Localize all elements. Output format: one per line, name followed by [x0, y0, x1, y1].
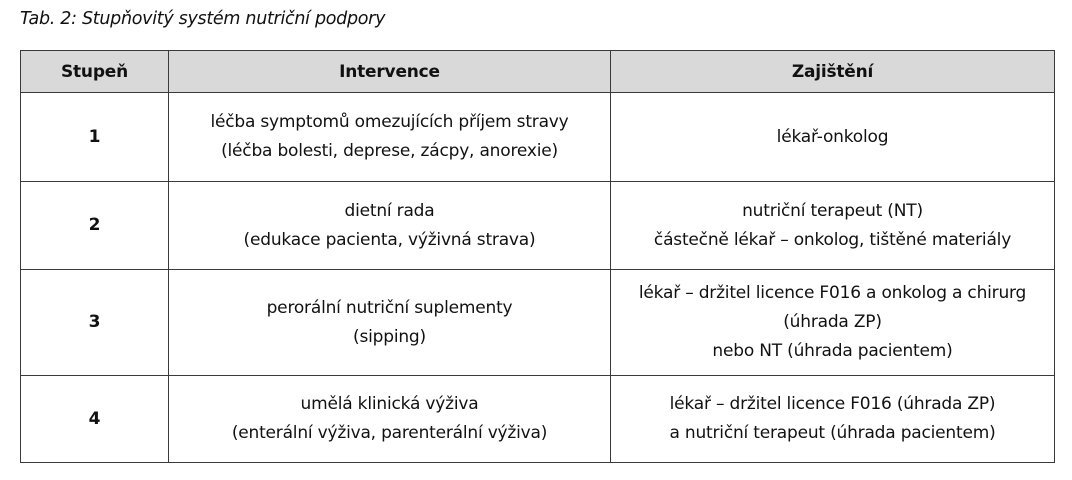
provision-cell: [611, 270, 1055, 376]
table-row: [21, 182, 1055, 270]
provision-line: částečně lékař – onkolog, tištěné materiály: [653, 229, 1012, 250]
provision-cell: [611, 93, 1055, 182]
table-row: [21, 270, 1055, 376]
provision-line: (úhrada ZP): [783, 312, 882, 332]
intervention-cell: [169, 93, 611, 182]
provision-line: nebo NT (úhrada pacientem): [712, 341, 953, 361]
provision-line: nutriční terapeut (NT): [742, 200, 923, 221]
intervention-cell: [169, 376, 611, 463]
intervention-line: dietní rada: [344, 200, 435, 221]
table-row: [21, 376, 1055, 463]
stage-cell: 4: [21, 376, 169, 463]
header-stage: Stupeň: [21, 51, 169, 93]
intervention-cell: [169, 182, 611, 270]
intervention-line: (léčba bolesti, deprese, zácpy, anorexie): [221, 141, 558, 161]
stage-cell: 2: [21, 182, 169, 270]
provision-line: lékař – držitel licence F016 a onkolog a chirurg: [638, 283, 1027, 303]
intervention-line: (edukace pacienta, výživná strava): [243, 229, 536, 250]
table-row: [21, 93, 1055, 182]
table-header-row: [21, 51, 1055, 93]
header-provision: Zajištění: [611, 51, 1055, 93]
intervention-line: perorální nutriční suplementy: [266, 297, 513, 318]
provision-line: lékař – držitel licence F016 (úhrada ZP): [669, 394, 996, 414]
intervention-line: (sipping): [353, 326, 426, 347]
provision-line: lékař-onkolog: [776, 126, 889, 147]
intervention-line: léčba symptomů omezujících příjem stravy: [210, 112, 569, 132]
nutrition-support-table: [20, 50, 1055, 463]
header-intervention: Intervence: [169, 51, 611, 93]
provision-cell: [611, 182, 1055, 270]
stage-cell: 3: [21, 270, 169, 376]
table-caption: Tab. 2: Stupňovitý systém nutriční podpory: [20, 9, 386, 29]
provision-line: a nutriční terapeut (úhrada pacientem): [669, 423, 996, 443]
intervention-line: (enterální výživa, parenterální výživa): [231, 423, 548, 443]
stage-cell: 1: [21, 93, 169, 182]
provision-cell: [611, 376, 1055, 463]
intervention-cell: [169, 270, 611, 376]
intervention-line: umělá klinická výživa: [300, 394, 479, 414]
